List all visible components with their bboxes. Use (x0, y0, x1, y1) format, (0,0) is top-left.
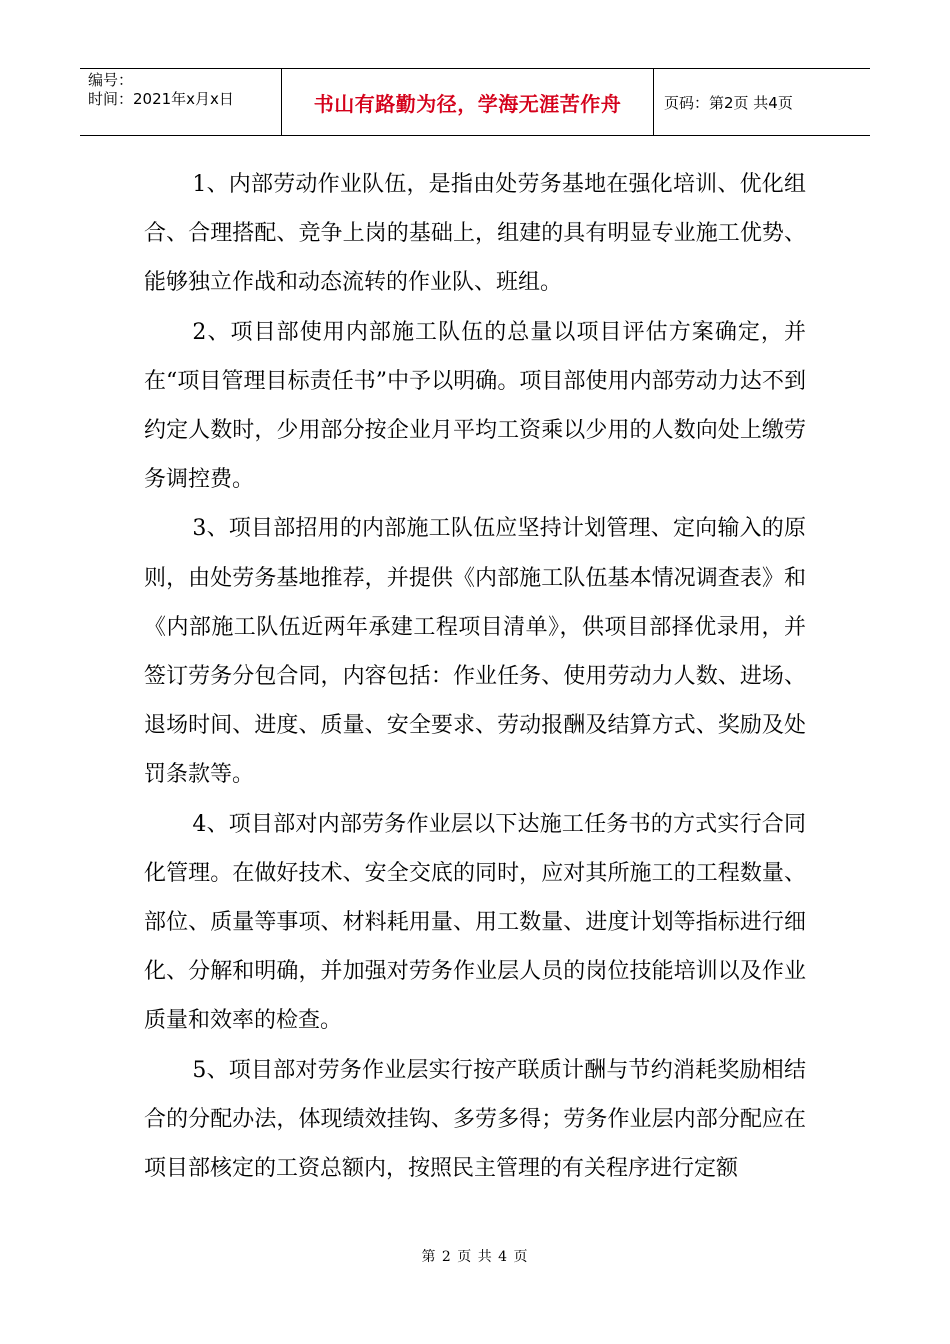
page-footer: 第 2 页 共 4 页 (421, 1249, 529, 1265)
number-label: 编号： (88, 71, 134, 89)
paragraph-5: 5、项目部对劳务作业层实行按产联质计酬与节约消耗奖励相结合的分配办法，体现绩效挂钩、多劳多得；劳务作业层内部分配应在项目部核定的工资总额内，按照民主管理的有关程序进行定额 (144, 1057, 806, 1182)
header-meta (80, 69, 282, 135)
header-page-label: 页码：第2页 共4页 (664, 93, 793, 112)
header-motto: 书山有路勤为径，学海无涯苦作舟 (282, 69, 654, 135)
paragraph-4: 4、项目部对内部劳务作业层以下达施工任务书的方式实行合同化管理。在做好技术、安全交底的同时，应对其所施工的工程数量、部位、质量等事项、材料耗用量、用工数量、进度计划等指标进行细化、分解和明确，并加强对劳务作业层人员的岗位技能培训以及作业质量和效率的检查。 (144, 811, 806, 1034)
paragraph-2: 2、项目部使用内部施工队伍的总量以项目评估方案确定，并在“项目管理目标责任书”中予以明确。项目部使用内部劳动力达不到约定人数时，少用部分按企业月平均工资乘以少用的人数向处上缴劳务调控费。 (144, 319, 806, 493)
time-label: 时间：2021年x月x日 (88, 90, 234, 108)
document-body (144, 160, 806, 1193)
paragraph-1: 1、内部劳动作业队伍，是指由处劳务基地在强化培训、优化组合、合理搭配、竞争上岗的基础上，组建的具有明显专业施工优势、能够独立作战和动态流转的作业队、班组。 (144, 172, 806, 296)
paragraph-3: 3、项目部招用的内部施工队伍应坚持计划管理、定向输入的原则，由处劳务基地推荐，并提供《内部施工队伍基本情况调查表》和《内部施工队伍近两年承建工程项目清单》，供项目部择优录用，并签订劳务分包合同，内容包括：作业任务、使用劳动力人数、进场、退场时间、进度、质量、安全要求、劳动报酬及结算方式、奖励及处罚条款等。 (144, 516, 806, 788)
document-header (80, 68, 870, 136)
